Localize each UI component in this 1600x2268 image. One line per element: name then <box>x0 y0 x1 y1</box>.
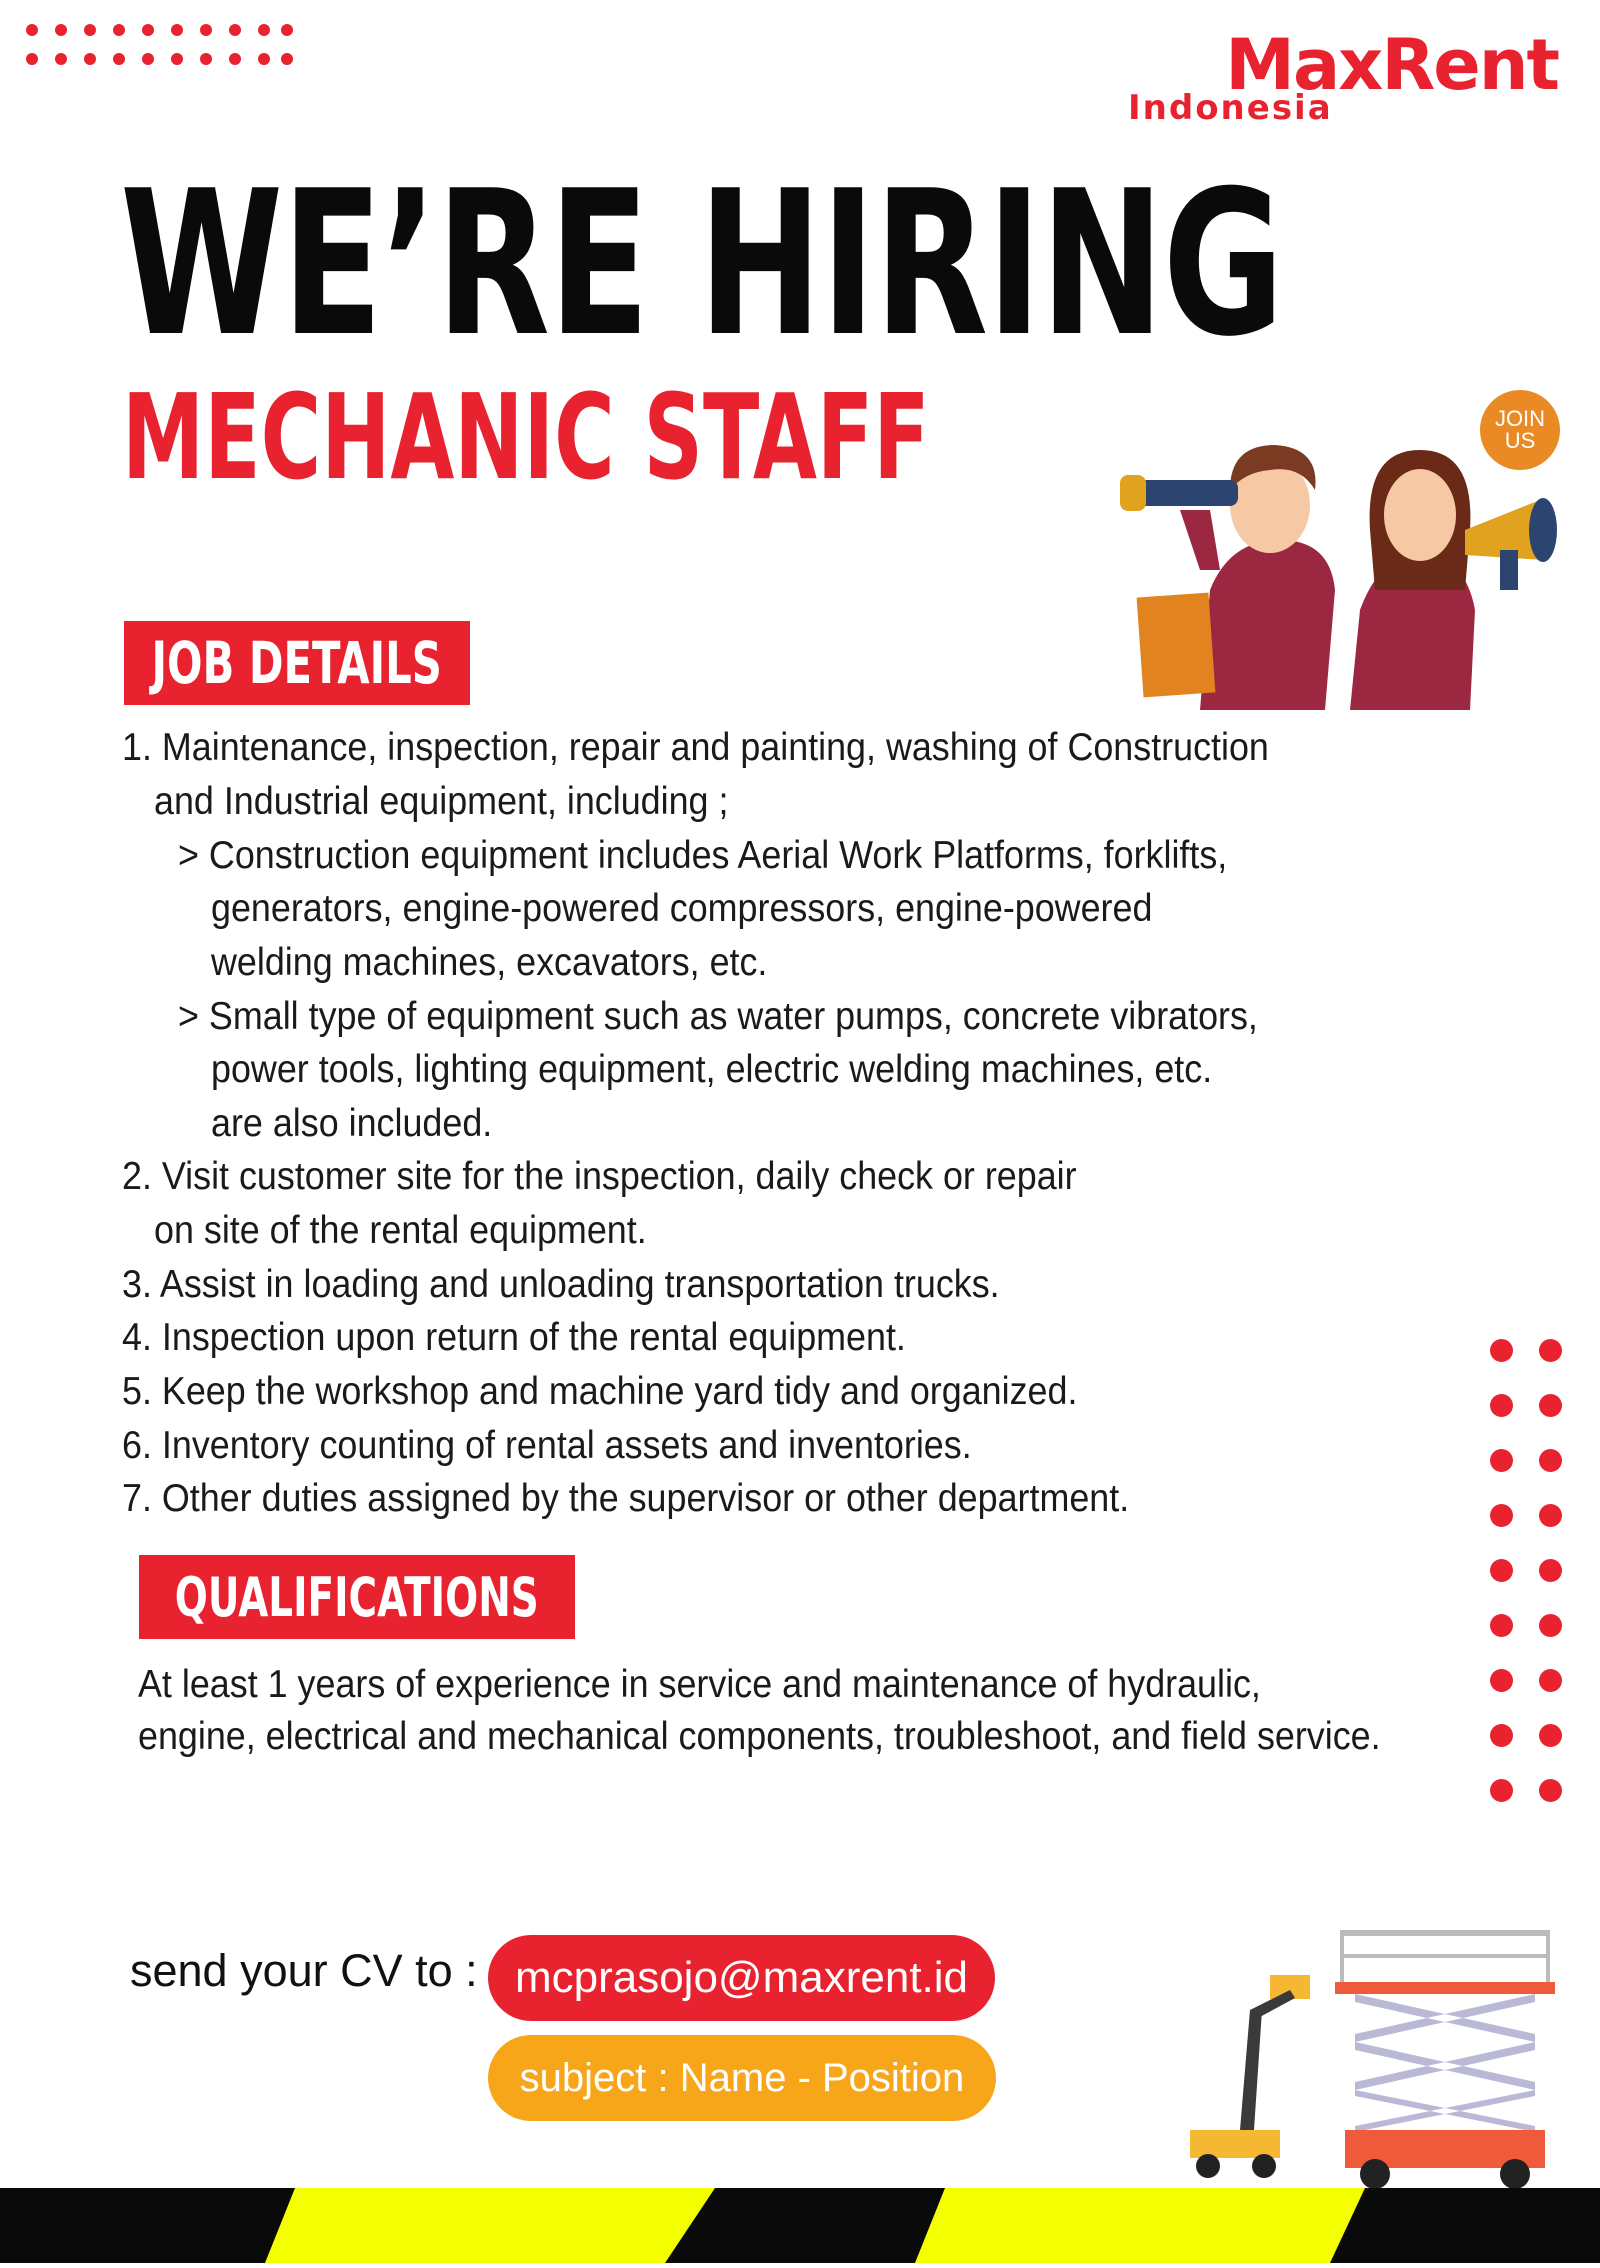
job-detail-line: 1. Maintenance, inspection, repair and painting, washing of Construction <box>122 726 1269 769</box>
job-detail-line: generators, engine-powered compressors, engine-powered <box>211 887 1153 930</box>
logo-wordmark: MaxRent <box>1225 24 1558 106</box>
job-detail-line: > Construction equipment includes Aerial Work Platforms, forklifts, <box>178 834 1228 877</box>
hazard-stripe <box>0 2188 1600 2263</box>
aerial-lift-icon <box>1180 1930 1570 2190</box>
email-link[interactable]: mcprasojo@maxrent.id <box>488 1935 995 2021</box>
send-cv-label: send your CV to : <box>130 1945 478 1996</box>
position-title: MECHANIC STAFF <box>122 368 930 506</box>
job-detail-line: 4. Inspection upon return of the rental equipment. <box>122 1316 906 1359</box>
qualifications-heading <box>139 1555 575 1639</box>
job-details-heading <box>124 621 470 705</box>
job-detail-line: 6. Inventory counting of rental assets and inventories. <box>122 1424 972 1467</box>
us-text: US <box>1504 428 1536 453</box>
logo-subtitle: Indonesia <box>1128 88 1333 128</box>
equipment-illustration <box>1180 1930 1570 2190</box>
job-details-heading-text: JOB DETAILS <box>151 629 443 697</box>
job-detail-line: > Small type of equipment such as water pumps, concrete vibrators, <box>178 995 1258 1038</box>
qualification-line: At least 1 years of experience in service and maintenance of hydraulic, <box>138 1663 1261 1706</box>
subject-hint: subject : Name - Position <box>488 2035 996 2121</box>
job-detail-line: on site of the rental equipment. <box>154 1209 647 1252</box>
qualifications-heading-text: QUALIFICATIONS <box>175 1565 539 1629</box>
qualification-line: engine, electrical and mechanical components, troubleshoot, and field service. <box>138 1715 1381 1758</box>
job-detail-line: and Industrial equipment, including ; <box>154 780 729 823</box>
job-detail-line: are also included. <box>211 1102 493 1145</box>
job-detail-line: 2. Visit customer site for the inspection, daily check or repair <box>122 1155 1077 1198</box>
job-detail-line: 7. Other duties assigned by the supervisor or other department. <box>122 1477 1130 1520</box>
job-detail-line: 5. Keep the workshop and machine yard tidy and organized. <box>122 1370 1078 1413</box>
job-detail-line: 3. Assist in loading and unloading transportation trucks. <box>122 1263 1000 1306</box>
join-us-bubble <box>1480 390 1560 470</box>
join-text: JOIN <box>1494 406 1546 431</box>
headline: WE’RE HIRING <box>120 148 1283 381</box>
job-detail-line: power tools, lighting equipment, electric welding machines, etc. <box>211 1048 1213 1091</box>
job-detail-line: welding machines, excavators, etc. <box>211 941 768 984</box>
